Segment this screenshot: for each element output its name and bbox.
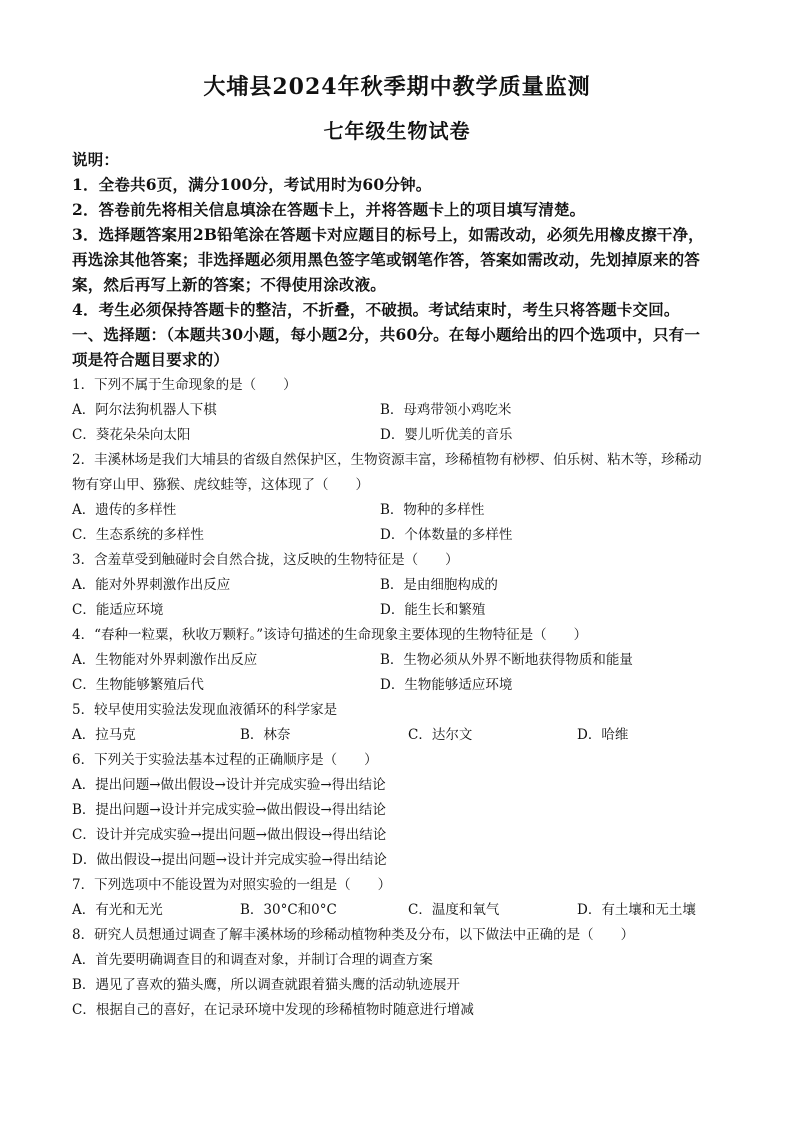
option-row xyxy=(72,648,732,668)
instructions-header: 说明： xyxy=(72,150,120,169)
section-heading: 项是符合题目要求的） xyxy=(72,350,230,369)
instruction-line: 4．考生必须保持答题卡的整洁，不折叠，不破损。考试结束时，考生只将答题卡交回。 xyxy=(72,300,680,319)
section-heading: 一、选择题：（本题共30小题，每小题2分，共60分。在每小题给出的四个选项中，只有一 xyxy=(72,325,701,344)
option: A．遗传的多样性 xyxy=(72,502,177,518)
option: B．生物必须从外界不断地获得物质和能量 xyxy=(380,652,633,668)
option: B．30°C和0°C xyxy=(240,902,337,918)
option-row xyxy=(72,598,732,618)
option: B．是由细胞构成的 xyxy=(380,577,498,593)
option: C．达尔文 xyxy=(408,727,473,743)
option-row xyxy=(72,498,732,518)
option: C．温度和氧气 xyxy=(408,902,500,918)
option: D．婴儿听优美的音乐 xyxy=(380,427,513,443)
option-row xyxy=(72,723,732,743)
option-row xyxy=(72,898,732,918)
option: C．葵花朵朵向太阳 xyxy=(72,427,191,443)
option: A．提出问题→做出假设→设计并完成实验→得出结论 xyxy=(72,777,386,793)
option-row xyxy=(72,398,732,418)
option: C．生物能够繁殖后代 xyxy=(72,677,204,693)
option: B．遇见了喜欢的猫头鹰，所以调查就跟着猫头鹰的活动轨迹展开 xyxy=(72,977,460,993)
exam-title: 大埔县2024年秋季期中教学质量监测 xyxy=(203,74,591,100)
question-stem: 4．“春种一粒粟，秋收万颗籽。”该诗句描述的生命现象主要体现的生物特征是（ ） xyxy=(72,627,588,643)
option-row xyxy=(72,423,732,443)
question-stem: 6．下列关于实验法基本过程的正确顺序是（ ） xyxy=(72,752,378,768)
option: A．首先要明确调查目的和调查对象，并制订合理的调查方案 xyxy=(72,952,433,968)
option: A．有光和无光 xyxy=(72,902,163,918)
option: B．母鸡带领小鸡吃米 xyxy=(380,402,512,418)
option: D．个体数量的多样性 xyxy=(380,527,513,543)
option: D．哈维 xyxy=(577,727,629,743)
option: A．生物能对外界刺激作出反应 xyxy=(72,652,258,668)
question-stem: 1．下列不属于生命现象的是（ ） xyxy=(72,377,297,393)
question-stem: 7．下列选项中不能设置为对照实验的一组是（ ） xyxy=(72,877,392,893)
instruction-line: 1．全卷共6页，满分100分，考试用时为60分钟。 xyxy=(72,175,432,194)
option: B．物种的多样性 xyxy=(380,502,485,518)
question-stem: 5．较早使用实验法发现血液循环的科学家是 xyxy=(72,702,338,718)
option: C．设计并完成实验→提出问题→做出假设→得出结论 xyxy=(72,827,387,843)
option: B．林奈 xyxy=(240,727,291,743)
option-row xyxy=(72,523,732,543)
option-row xyxy=(72,573,732,593)
option-row xyxy=(72,673,732,693)
question-stem: 8．研究人员想通过调查了解丰溪林场的珍稀动植物种类及分布，以下做法中正确的是（ ） xyxy=(72,927,635,943)
option: C．生态系统的多样性 xyxy=(72,527,204,543)
question-stem: 2．丰溪林场是我们大埔县的省级自然保护区，生物资源丰富，珍稀植物有桫椤、伯乐树、粘木等，珍稀动 xyxy=(72,452,702,468)
option: C．能适应环境 xyxy=(72,602,164,618)
option: C．根据自己的喜好，在记录环境中发现的珍稀植物时随意进行增减 xyxy=(72,1002,474,1018)
instruction-line: 再选涂其他答案；非选择题必须用黑色签字笔或钢笔作答，答案如需改动，先划掉原来的答 xyxy=(72,250,701,269)
instruction-line: 案，然后再写上新的答案；不得使用涂改液。 xyxy=(72,275,387,294)
option: A．能对外界刺激作出反应 xyxy=(72,577,231,593)
instruction-line: 2．答卷前先将相关信息填涂在答题卡上，并将答题卡上的项目填写清楚。 xyxy=(72,200,586,219)
instruction-line: 3．选择题答案用2B铅笔涂在答题卡对应题目的标号上，如需改动，必须先用橡皮擦干净， xyxy=(72,225,704,244)
option: D．能生长和繁殖 xyxy=(380,602,486,618)
option: D．生物能够适应环境 xyxy=(380,677,513,693)
option: D．有土壤和无土壤 xyxy=(577,902,696,918)
option: B．提出问题→设计并完成实验→做出假设→得出结论 xyxy=(72,802,386,818)
exam-subtitle: 七年级生物试卷 xyxy=(323,119,471,143)
option: A．拉马克 xyxy=(72,727,136,743)
option: A．阿尔法狗机器人下棋 xyxy=(72,402,217,418)
question-stem: 物有穿山甲、猕猴、虎纹蛙等，这体现了（ ） xyxy=(72,477,369,493)
option: D．做出假设→提出问题→设计并完成实验→得出结论 xyxy=(72,852,387,868)
question-stem: 3．含羞草受到触碰时会自然合拢，这反映的生物特征是（ ） xyxy=(72,552,459,568)
